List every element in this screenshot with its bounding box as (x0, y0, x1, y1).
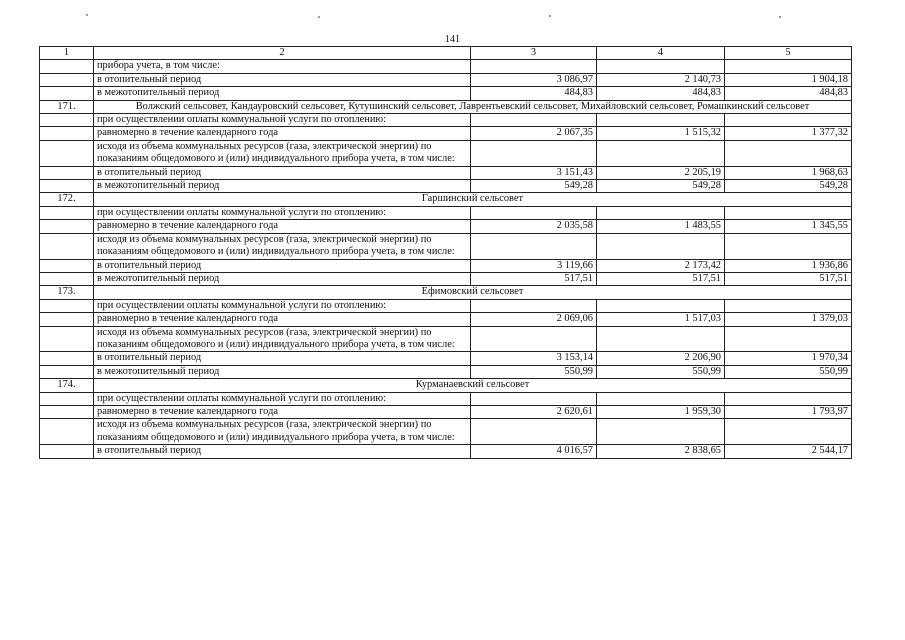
table-row (40, 114, 852, 127)
value-cell: 549,28 (471, 180, 597, 193)
scan-speck (318, 16, 320, 18)
value-cell: 2 206,90 (597, 352, 725, 365)
value-cell: 484,83 (725, 87, 852, 100)
value-cell: 1 936,86 (725, 259, 852, 272)
row-label: в отопительный период (94, 73, 471, 86)
table-row (40, 206, 852, 219)
section-number: 173. (40, 286, 94, 299)
row-label: при осуществлении оплаты коммунальной услуги по отоплению: (94, 114, 471, 127)
value-cell: 484,83 (471, 87, 597, 100)
row-label: в отопительный период (94, 445, 471, 458)
section-number: 172. (40, 193, 94, 206)
table-row (40, 405, 852, 418)
row-label: исходя из объема коммунальных ресурсов (газа, электрической энергии) по показаниям общедомового и (или) индивидуального прибора учета, в том числе: (94, 233, 471, 259)
table-row (40, 392, 852, 405)
scan-speck (779, 16, 781, 18)
row-label: в межотопительный период (94, 272, 471, 285)
table-row (40, 140, 852, 166)
table-row (40, 166, 852, 179)
row-label: в межотопительный период (94, 87, 471, 100)
table-row (40, 419, 852, 445)
scan-speck (86, 14, 88, 16)
value-cell: 4 016,57 (471, 445, 597, 458)
value-cell: 2 620,61 (471, 405, 597, 418)
value-cell: 2 838,65 (597, 445, 725, 458)
row-label: в отопительный период (94, 166, 471, 179)
row-label: прибора учета, в том числе: (94, 60, 471, 73)
table-row (40, 220, 852, 233)
value-cell: 1 904,18 (725, 73, 852, 86)
value-cell: 1 970,34 (725, 352, 852, 365)
row-label: при осуществлении оплаты коммунальной услуги по отоплению: (94, 206, 471, 219)
page-number: 141 (445, 34, 460, 45)
settlement-row (40, 379, 852, 392)
section-number: 174. (40, 379, 94, 392)
value-cell: 1 968,63 (725, 166, 852, 179)
table-row (40, 299, 852, 312)
table-row (40, 352, 852, 365)
table-row (40, 445, 852, 458)
table-row (40, 73, 852, 86)
settlement-row (40, 100, 852, 113)
value-cell: 2 544,17 (725, 445, 852, 458)
settlement-row (40, 286, 852, 299)
column-header: 3 (471, 47, 597, 60)
value-cell: 517,51 (597, 272, 725, 285)
settlement-name: Курманаевский сельсовет (94, 379, 852, 392)
value-cell: 1 483,55 (597, 220, 725, 233)
table-row (40, 272, 852, 285)
settlement-name: Ефимовский сельсовет (94, 286, 852, 299)
table-row (40, 87, 852, 100)
row-label: равномерно в течение календарного года (94, 220, 471, 233)
value-cell: 1 345,55 (725, 220, 852, 233)
row-label: при осуществлении оплаты коммунальной услуги по отоплению: (94, 299, 471, 312)
value-cell: 550,99 (597, 365, 725, 378)
row-label: в межотопительный период (94, 180, 471, 193)
table-row (40, 180, 852, 193)
value-cell: 2 069,06 (471, 313, 597, 326)
value-cell: 1 379,03 (725, 313, 852, 326)
row-label: исходя из объема коммунальных ресурсов (газа, электрической энергии) по показаниям общедомового и (или) индивидуального прибора учета, в том числе: (94, 326, 471, 352)
row-label: равномерно в течение календарного года (94, 313, 471, 326)
value-cell: 517,51 (725, 272, 852, 285)
value-cell: 3 086,97 (471, 73, 597, 86)
row-label: равномерно в течение календарного года (94, 405, 471, 418)
tariff-table-body (40, 47, 852, 459)
value-cell: 484,83 (597, 87, 725, 100)
value-cell: 1 793,97 (725, 405, 852, 418)
table-row (40, 259, 852, 272)
value-cell: 1 377,32 (725, 127, 852, 140)
column-header: 5 (725, 47, 852, 60)
row-label: исходя из объема коммунальных ресурсов (газа, электрической энергии) по показаниям общедомового и (или) индивидуального прибора учета, в том числе: (94, 419, 471, 445)
value-cell: 549,28 (597, 180, 725, 193)
scan-speck (549, 15, 551, 17)
table-row (40, 233, 852, 259)
value-cell: 549,28 (725, 180, 852, 193)
column-header-row (40, 47, 852, 60)
value-cell: 3 153,14 (471, 352, 597, 365)
row-label: при осуществлении оплаты коммунальной услуги по отоплению: (94, 392, 471, 405)
table-row (40, 313, 852, 326)
value-cell: 2 173,42 (597, 259, 725, 272)
settlement-name: Гаршинский сельсовет (94, 193, 852, 206)
value-cell: 517,51 (471, 272, 597, 285)
value-cell: 1 959,30 (597, 405, 725, 418)
row-label: исходя из объема коммунальных ресурсов (газа, электрической энергии) по показаниям общедомового и (или) индивидуального прибора учета, в том числе: (94, 140, 471, 166)
value-cell: 550,99 (471, 365, 597, 378)
value-cell: 3 119,66 (471, 259, 597, 272)
value-cell: 2 205,19 (597, 166, 725, 179)
column-header: 2 (94, 47, 471, 60)
tariff-table (39, 46, 852, 459)
settlement-row (40, 193, 852, 206)
value-cell: 2 035,58 (471, 220, 597, 233)
row-label: равномерно в течение календарного года (94, 127, 471, 140)
value-cell: 1 515,32 (597, 127, 725, 140)
column-header: 1 (40, 47, 94, 60)
table-row (40, 60, 852, 73)
table-row (40, 127, 852, 140)
value-cell: 3 151,43 (471, 166, 597, 179)
row-label: в отопительный период (94, 259, 471, 272)
settlement-name: Волжский сельсовет, Кандауровский сельсовет, Кутушинский сельсовет, Лаврентьевский сельсовет, Михайловский сельсовет, Ромашкинский сельсовет (94, 100, 852, 113)
row-label: в отопительный период (94, 352, 471, 365)
value-cell: 2 140,73 (597, 73, 725, 86)
table-row (40, 365, 852, 378)
row-label: в межотопительный период (94, 365, 471, 378)
value-cell: 2 067,35 (471, 127, 597, 140)
column-header: 4 (597, 47, 725, 60)
value-cell: 550,99 (725, 365, 852, 378)
value-cell: 1 517,03 (597, 313, 725, 326)
section-number: 171. (40, 100, 94, 113)
table-row (40, 326, 852, 352)
